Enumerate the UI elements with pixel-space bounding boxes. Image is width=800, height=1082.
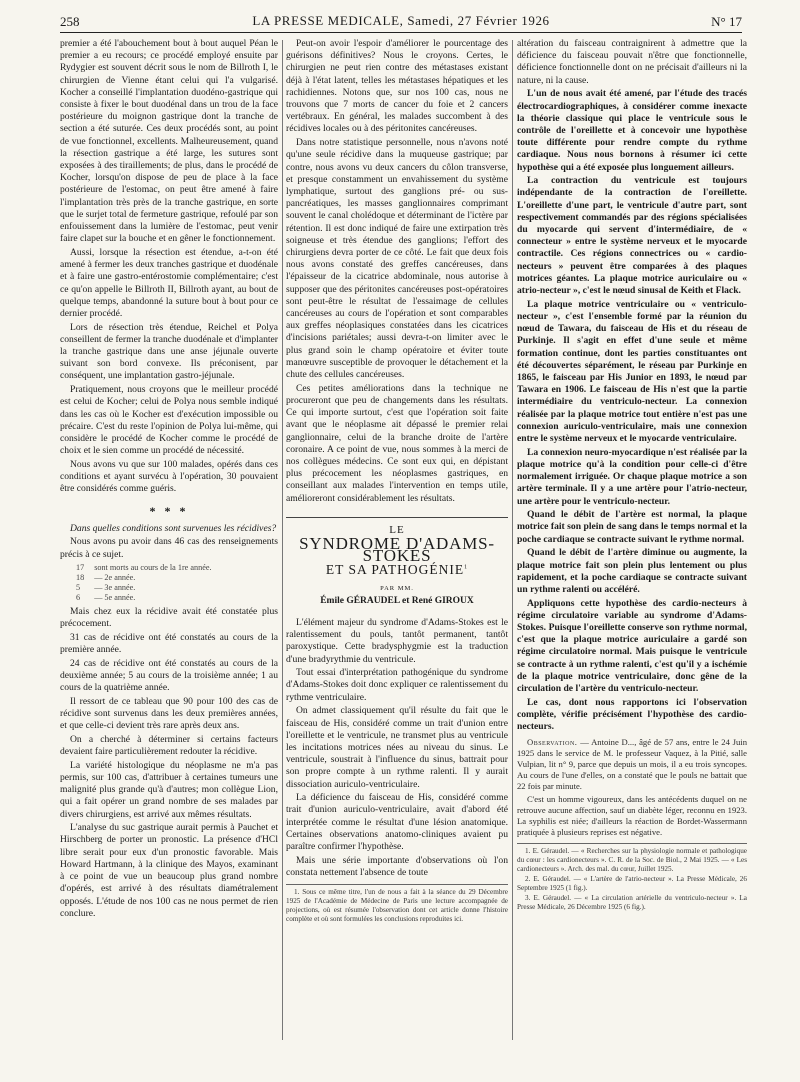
paragraph: altération du faisceau contraignirent à admettre que la déficience du faisceau pouvait n'être que fonctionnelle, déficience fonctionnelle dont on ne précisait d'ailleurs ni la nature, ni la cause. [517,38,747,86]
paragraph: Mais chez eux la récidive avait été constatée plus précocement. [60,605,278,630]
section-question: Dans quelles conditions sont survenues les récidives? [70,522,277,534]
paragraph: Peut-on avoir l'espoir d'améliorer le pourcentage des guérisons définitives? Nous le croyons. Certes, le chirurgien ne peut rien contre des métastases existant déjà à l'état latent, telles les métastases hépatiques et les rachidiennes. Notons que, sur nos 100 cas, nous ne trouvons que 7 morts de cancer du foie et 2 cancers vertébraux. En général, les malades succombent à des récidives locales ou à des péritonites cancéreuses. [286,38,508,135]
table-cell: — 3e année. [94,582,136,592]
table-cell: 5 [76,582,81,592]
paragraph: 31 cas de récidive ont été constatés au cours de la première année. [60,631,278,655]
paragraph: Lors de résection très étendue, Reichel et Polya conseillent de fermer la tranche duodénale et d'implanter la tranche gastrique dans une anse jéjunale ouverte suivant son bord convexe. Ils préconisent, par conséquent, une implantation gastro-jéjunale. [60,321,278,382]
article-title-prefix: LE [389,523,405,536]
paragraph: L'un de nous avait été amené, par l'étude des tracés électrocardiographiques, à considérer comme inexacte la théorie classique qui place le ventricule sous le contrôle de l'oreillette et à concevoir une hypothèse toute différente pour rendre compte du rythme cardiaque. Nous nous bornons à résumer ici cette hypothèse qui a été exposée plus longuement ailleurs. [517,88,747,173]
paragraph: Pratiquement, nous croyons que le meilleur procédé est celui de Kocher; celui de Polya nous semble indiqué dans les cas où le Kocher est d'exécution impossible ou précaire. C'est du reste l'opinion de Polya lui-même, qui considère le procédé de Kocher comme le procédé de choix et le sien comme un procédé de nécessité. [60,384,278,457]
observation-paragraph: C'est un homme vigoureux, dans les antécédents duquel on ne retrouve aucune affection, sauf un diabète léger, reconnu en 1923. La syphilis est niée; d'ailleurs la réaction de Bordet-Wassermann pratiquée à plusieurs reprises est négative. [517,793,747,837]
paragraph: La variété histologique du néoplasme ne m'a pas permis, sur 100 cas, d'attribuer à certaines tumeurs une malignité plus grande qu'à d'autres; mon collègue Lion, qui a fait opérer un grand nombre de ses malades par divers chirurgiens, est arrivé aux mêmes résultats. [60,759,278,820]
paragraph: Tout essai d'interprétation pathogénique du syndrome d'Adams-Stokes doit donc expliquer ce ralentissement du rythme ventriculaire. [286,667,508,703]
journal-title: LA PRESSE MEDICALE, Samedi, 27 Février 1926 [252,13,550,28]
table-cell: sont morts au cours de la 1re année. [94,562,212,572]
paragraph: La déficience du faisceau de His, considéré comme trait d'union auriculo-ventriculaire, avait d'abord été interprétée comme le résultat d'une lésion anatomique. Certaines observations anatomo-cliniques avaient pu paraître confirmer l'hypothèse. [286,792,508,853]
paragraph: Appliquons cette hypothèse des cardio-necteurs à régime circulatoire variable au syndrome d'Adams-Stokes. Puisque l'oreillette conserve son rythme normal, c'est que la plaque motrice auriculaire a gardé son régime circulatoire normal. Mais puisque le ventricule se contracte à un rythme ralenti, c'est qu'il y a ischémie de la plaque motrice ventriculaire, donc gêne de la circulation de l'artère du ventriculo-necteur. [517,597,747,695]
table-row [76,563,222,573]
observation-label: Observation. [527,737,578,748]
table-cell: — 2e année. [94,572,136,582]
footnote-block [517,843,747,912]
table-cell: 6 [76,592,81,602]
paragraph: premier a été l'abouchement bout à bout auquel Péan le premier a eu recours; ce procédé employé ensuite par Rydygier est souvent décrit sous le nom de Billroth I, le chirurgien de Vienne étant celui qui l'a vulgarisé. Kocher a conseillé l'implantation duodéno-gastrique qui consiste à fixer le bout duodénal dans un trou de la face postérieure du moignon gastrique dont la tranche de section a été suturée. Ces deux procédés sont, au point de vue fonctionnel, excellents. Malheureusement, quand la résection gastrique a été large, les sutures sont exposées à des tiraillements; de plus, dans le procédé de Kocher, lorsqu'on dispose de peu de place à la face postérieure de l'estomac, on peut être amené à faire l'implantation très près de la tranche gastrique, en sorte que le surjet total de fermeture gastrique, refoulé par son enfouissement dans la lumière de l'estomac, peut venir faire clapet sur la bouche et en gêner le fonctionnement. [60,38,278,245]
paragraph: La contraction du ventricule est toujours indépendante de la contraction de l'oreillette. L'oreillette d'une part, le ventricule d'autre part, sont respectivement commandés par des régions spécialisées du myocarde qui servent d'intermédiaire, de « connecteur » entre le système nerveux et le myocarde contractile. Ces régions connectrices ou « cardio-necteurs » peuvent être comparées à des plaques motrices géantes. La plaque motrice auriculaire ou « atrio-necteur », c'est le nœud sinusal de Keith et Flack. [517,175,747,297]
section-separator: * * * [149,503,189,518]
paragraph: Quand le débit de l'artère est normal, la plaque motrice fait son plein de sang dans le temps normal et la poche cardiaque se contracte suivant le rythme normal. [517,509,747,545]
footnote: 2. E. Géraudel. — « L'artère de l'atrio-necteur ». La Presse Médicale, 26 Septembre 1925 (1 fig.). [517,874,747,892]
article-title: SYNDROME D'ADAMS-STOKES [299,533,495,566]
article-subtitle: ET SA PATHOGÉNIE$^1$ [325,562,469,578]
column-right [517,38,747,1082]
table-cell: — 5e année. [94,592,136,602]
paragraph: Aussi, lorsque la résection est étendue, a-t-on été amené à fermer les deux tranches gastrique et duodénale et à faire une gastro-entérostomie complémentaire; c'est ce qu'on appelle le Billroth II, Billroth ayant, au bout de quelque temps, abandonné la suture bout à bout pour ce dernier procédé. [60,246,278,319]
page-header [60,12,742,33]
footnote: 3. E. Géraudel. — « La circulation artérielle du ventriculo-necteur ». La Presse Médicale, 26 Décembre 1925 (6 fig.). [517,893,747,911]
paragraph: Quand le débit de l'artère diminue ou augmente, la plaque motrice fait son plein plus lentement ou plus rapidement, et la poche cardiaque se contracte suivant un rythme ralenti ou accéléré. [517,547,747,595]
paragraph: La connexion neuro-myocardique n'est réalisée par la plaque motrice qu'à la condition pour celle-ci d'être normalement irriguée. Or chaque plaque motrice a son artère terminale. Il y a une artère pour l'atrio-necteur, une artère pour le ventriculo-necteur. [517,446,747,507]
paragraph: Il ressort de ce tableau que 90 pour 100 des cas de récidive sont survenus dans les deux premières années, et que celle-ci devient très rare après deux ans. [60,695,278,732]
paragraph: Nous avons vu que sur 100 malades, opérés dans ces conditions et ayant survécu à l'opération, 30 pouvaient être considérés comme guéris. [60,458,278,495]
observation-paragraph [517,737,747,792]
paragraph: Nous avons pu avoir dans 46 cas des renseignements précis à ce sujet. [60,536,278,560]
article-subtitle-text: ET SA PATHOGÉNIE [325,562,465,578]
paragraph: On admet classiquement qu'il résulte du fait que le faisceau de His, considéré comme un trait d'union entre l'oreillette et le ventricule, ne transmet plus au ventricule les incitations motrices nées au niveau du sinus. Le ventricule, soustrait à l'influence du sinus, battrait pour son propre compte à un rythme ralenti. Il y aurait dissociation auriculo-ventriculaire. [286,705,508,790]
paragraph: Dans notre statistique personnelle, nous n'avons noté qu'une seule récidive dans la muqueuse gastrique; par contre, nous avons vu deux cancers du côlon transverse, et presque constamment un envahissement du système lymphatique, surtout des ganglions pré- ou sus-pancréatiques, les masses ganglionnaires comprimant souvent le canal cholédoque et déterminant de l'ictère par rétention. Il est donc indiqué de faire une extirpation très soigneuse et très étendue des ganglions; l'effort des chirurgiens devra porter de ce côté. Le fait que deux fois nous avons constaté des greffes cancéreuses, dans l'épaisseur de la cicatrice abdominale, nous autorise à supposer que des péritonites cancéreuses post-opératoires sont peut-être le résultat de l'essaimage de cellules cancéreuses au cours de l'opération et sont comparables aux greffes néoplasiques constatées dans les cicatrices d'incisions pariétales; aussi devra-t-on limiter avec le plus grand soin le champ opératoire et éviter toute manœuvre susceptible de provoquer le détachement et la chute des cellules cancéreuses. [286,137,508,380]
table-row [76,583,222,593]
paragraph: On a cherché à déterminer si certains facteurs devaient faire particulièrement redouter la récidive. [60,733,278,758]
byline-prefix: PAR MM. [380,584,414,592]
paragraph: L'analyse du suc gastrique aurait permis à Pauchet et Hirschberg de porter un pronostic. La présence d'HCl libre serait pour eux d'un pronostic favorable. Mais Howard Hartmann, à la clinique des Mayos, examinant à ce point de vue un beaucoup plus grand nombre d'opérés, est arrivé à des résultats diamétralement opposés. L'étude de nos 100 cas ne nous permet de rien conclure. [60,822,278,919]
footnote-block [286,884,508,924]
column-left [60,38,278,1082]
table-cell: 18 [76,572,85,582]
column-middle [286,38,508,1082]
footnote: 1. Sous ce même titre, l'un de nous a fait à la séance du 29 Décembre 1925 de l'Académie de Médecine de Paris une lecture accompagnée de projections, où est résumée l'observation dont cet article donne l'histoire complète et où sont formulées les conclusions reproduites ici. [286,888,508,924]
paragraph: L'élément majeur du syndrome d'Adams-Stokes est le ralentissement du pouls, tantôt permanent, tantôt paroxystique. Cette bradysphygmie est la traduction d'une bradyrythmie du ventricule. [286,616,508,665]
paragraph: Le cas, dont nous rapportons ici l'observation complète, vérifie précisément l'hypothèse des cardio-necteurs. [517,696,747,733]
article-authors: Émile GÉRAUDEL et René GIROUX [320,595,474,606]
article-heading [286,517,508,607]
footnote: 1. E. Géraudel. — « Recherches sur la physiologie normale et pathologique du cœur : les cardionecteurs ». C. R. de la Soc. de Biol., 2 Mai 1925. — « Les cardionecteurs ». Arch. des mal. du cœur, Juillet 1925. [517,846,747,873]
observation-text: — Antoine D..., âgé de 57 ans, entre le 24 Juin 1925 dans le service de M. le professeur Vaquez, à la Pitié, salle Vulpian, lit n° 9, parce que depuis un mois, il a eu trois syncopes. Au cours de l'une d'elles, on a constaté que le pouls ne battait que 22 fois par minute. [517,737,747,792]
paragraph: Mais une série importante d'observations où l'on constata nettement l'absence de toute [286,854,508,878]
mortality-table [76,563,222,603]
table-row [76,593,222,603]
paragraph: La plaque motrice ventriculaire ou « ventriculo-necteur », c'est l'ensemble formé par la réunion du nœud de Tawara, du faisceau de His et du réseau de Purkinje. Il s'agit en effet d'une seule et même formation continue, dont les parties constituantes ont été découvertes séparément, le réseau par Purkinje en 1865, le faisceau par His Junior en 1893, le nœud par Tawara en 1906. Le faisceau de His n'est que la partie intermédiaire du ventriculo-necteur. La connexion réalisée par la plaque motrice tout entière n'est pas une connexion auriculo-ventriculaire, mais une connexion entre le système nerveux et le myocarde ventriculaire. [517,298,747,444]
column-rule [282,40,283,1040]
issue-number: N° 17 [711,14,742,29]
column-rule [512,40,513,1040]
table-row [76,573,222,583]
table-cell: 17 [76,562,85,572]
paragraph: Ces petites améliorations dans la technique ne procureront que peu de changements dans les résultats. Ce qui importe surtout, c'est que l'opération soit faite avant que le néoplasme ait dépassé le premier relai ganglionnaire, celui de la branche droite de l'artère coronaire. A ce point de vue, nous sommes à la merci de nos collègues médecins. Ce sont eux qui, en dépistant plus précocement les néoplasmes gastriques, en conseillant aux malades l'intervention en temps utile, amélioreront considérablement les résultats. [286,382,508,504]
page-number: 258 [60,14,80,29]
paragraph: 24 cas de récidive ont été constatés au cours de la deuxième année; 5 au cours de la troisième année; 1 au cours de la quatrième année. [60,657,278,694]
